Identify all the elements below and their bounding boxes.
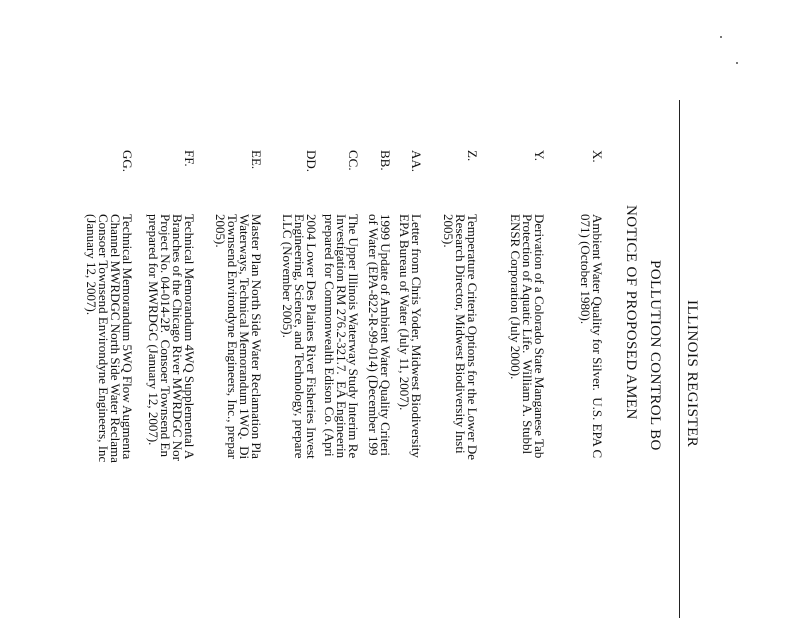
reference-text <box>367 214 391 618</box>
header-rule <box>679 100 680 618</box>
reference-text <box>323 214 359 618</box>
reference-text <box>579 214 603 618</box>
reference-line: Townsend Environdyne Engineers, Inc., prepar <box>225 214 240 459</box>
reference-text <box>85 214 133 618</box>
reference-label: BB. <box>378 150 393 171</box>
scan-speck <box>720 36 722 38</box>
reference-line: Branches of the Chicago River MWRDGC Nor <box>170 214 185 461</box>
reference-label: GG. <box>120 150 135 173</box>
reference-line: Derivation of a Colorado State Manganese Tab <box>532 214 547 459</box>
reference-line: of Water (EPA-822-R-99-014) (December 199 <box>366 214 381 456</box>
reference-line: (January 12, 2007). <box>84 214 99 316</box>
reference-label: Y. <box>532 150 547 161</box>
reference-line: Consoer Townsend Environdyne Engineers, Inc <box>96 214 111 463</box>
reference-label: CC. <box>346 150 361 171</box>
reference-line: Letter from Chris Yoder, Midwest Biodiversity <box>409 214 424 458</box>
reference-line: LLC (November 2005). <box>280 214 295 338</box>
reference-line: 2005). <box>213 214 228 248</box>
reference-line: Technical Memorandum 5WQ Flow Augmenta <box>120 214 135 460</box>
reference-line: Channel MWRDGC North Side Water Reclama <box>108 214 123 463</box>
notice-title: NOTICE OF PROPOSED AMEN <box>623 205 639 420</box>
reference-line: Research Director, Midwest Biodiversity Insti <box>453 214 468 454</box>
reference-line: Ambient Water Quality for Silver. U.S. EPA C <box>590 214 605 459</box>
reference-text <box>214 214 262 618</box>
reference-line: Technical Memorandum 4WQ Supplemental A <box>182 214 197 460</box>
reference-line: 2004 Lower Des Plaines River Fisheries Invest <box>304 214 319 459</box>
reference-text <box>398 214 422 618</box>
reference-line: 1999 Update of Ambient Water Quality Criteri <box>378 214 393 457</box>
reference-line: ENSR Corporation (July 2000). <box>508 214 523 380</box>
register-title: ILLINOIS REGISTER <box>684 300 700 448</box>
reference-line: Temperature Criteria Options for the Lower De <box>465 214 480 460</box>
reference-line: EPA Bureau of Water (July 11, 2007). <box>397 214 412 411</box>
reference-line: Engineering, Science, and Technology, prepare <box>292 214 307 459</box>
reference-line: 071) (October 1980). <box>578 214 593 325</box>
reference-text <box>442 214 478 618</box>
reference-line: prepared for Commonwealth Edison Co. (Apri <box>322 214 337 457</box>
reference-text <box>147 214 195 618</box>
scan-speck <box>736 62 738 64</box>
reference-line: 2005). <box>441 214 456 248</box>
reference-line: Waterways, Technical Memorandum 1WQ. Di <box>237 214 252 460</box>
reference-label: FF. <box>182 150 197 167</box>
reference-line: Protection of Aquatic Life. William A. Stubbl <box>520 214 535 455</box>
reference-line: Project No. 04-014-2P. Consoer Townsend En <box>158 214 173 457</box>
reference-label: Z. <box>465 150 480 162</box>
reference-line: Investigation RM 276.2-321.7. EA Engineerin <box>334 214 349 459</box>
reference-line: The Upper Illinois Waterway Study Interim Re <box>346 214 361 459</box>
reference-label: EE. <box>249 150 264 170</box>
reference-label: DD. <box>304 150 319 173</box>
board-title: POLLUTION CONTROL BO <box>647 260 663 451</box>
reference-line: prepared for MWRDGC (January 12, 2007). <box>146 214 161 446</box>
reference-text <box>281 214 317 618</box>
reference-label: AA. <box>409 150 424 173</box>
reference-line: Master Plan North Side Water Reclamation Pla <box>249 214 264 459</box>
reference-label: X. <box>590 150 605 163</box>
reference-text <box>509 214 545 618</box>
